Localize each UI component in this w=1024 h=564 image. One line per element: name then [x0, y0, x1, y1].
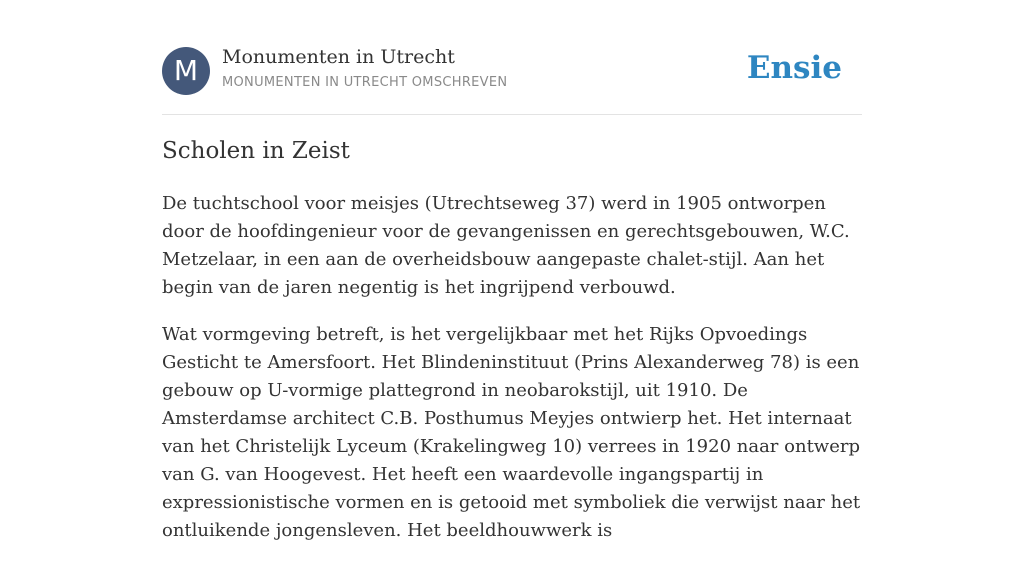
brand-logo[interactable]: Ensie: [746, 50, 842, 86]
paragraph: De tuchtschool voor meisjes (Utrechtseweg 37) werd in 1905 ontworpen door de hoofdingenieur voor de gevangenissen en gerechtsgebouwen, W.C. Metzelaar, in een aan de overheidsbouw aangepaste chalet-stijl. Aan het begin van de jaren negentig is het ingrijpend verbouwd.: [162, 193, 850, 298]
avatar[interactable]: M: [162, 47, 210, 95]
article-title: Scholen in Zeist: [162, 138, 350, 164]
article-body: [162, 190, 862, 564]
header: [162, 46, 862, 115]
site-subtitle: MONUMENTEN IN UTRECHT OMSCHREVEN: [222, 75, 508, 90]
site-title[interactable]: Monumenten in Utrecht: [222, 46, 455, 68]
paragraph: Wat vormgeving betreft, is het vergelijkbaar met het Rijks Opvoedings Gesticht te Amersfoort. Het Blindeninstituut (Prins Alexanderweg 78) is een gebouw op U-vormige plattegrond in neobarokstijl, uit 1910. De Amsterdamse architect C.B. Posthumus Meyjes ontwierp het. Het internaat van het Christelijk Lyceum (Krakelingweg 10) verrees in 1920 naar ontwerp van G. van Hoogevest. Het heeft een waardevolle ingangspartij in expressionistische vormen en is getooid met symboliek die verwijst naar het ontluikende jongensleven. Het beeldhouwwerk is: [162, 324, 861, 541]
